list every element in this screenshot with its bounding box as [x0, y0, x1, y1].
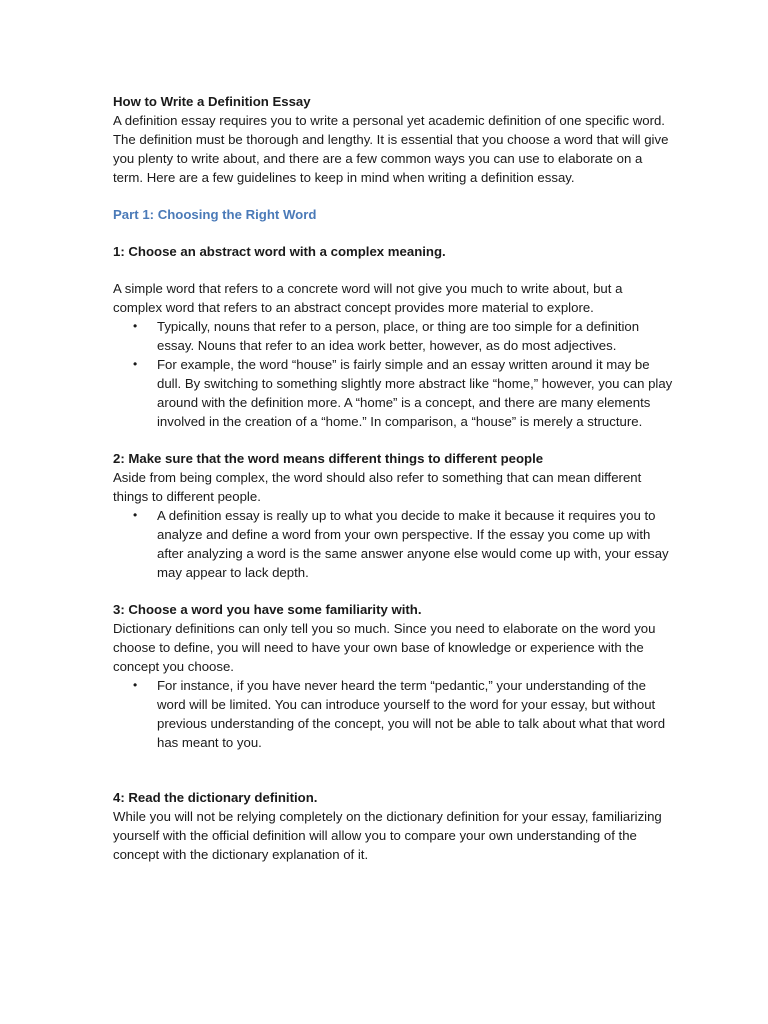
section-heading: 4: Read the dictionary definition. — [113, 790, 318, 805]
document-page — [113, 92, 673, 864]
bullet-icon: • — [133, 508, 138, 522]
part-heading: Part 1: Choosing the Right Word — [113, 207, 317, 222]
spacer — [113, 261, 673, 279]
section-2 — [113, 449, 673, 582]
document-title: How to Write a Definition Essay — [113, 94, 311, 109]
section-1 — [113, 242, 673, 431]
section-body: While you will not be relying completely on the dictionary definition for your essay, familiarizing yourself with the official definition will allow you to compare your own understanding of the concept with the dictionary explanation of it. — [113, 809, 662, 862]
list-item — [113, 506, 673, 582]
bullet-icon: • — [133, 678, 138, 692]
spacer — [113, 582, 673, 600]
spacer — [113, 752, 673, 788]
section-3 — [113, 600, 673, 752]
section-heading: 3: Choose a word you have some familiarity with. — [113, 602, 422, 617]
intro-paragraph: A definition essay requires you to write a personal yet academic definition of one specific word. The definition must be thorough and lengthy. It is essential that you choose a word that will give you plenty to write about, and there are a few common ways you can use to elaborate on a term. Here are a few guidelines to keep in mind when writing a definition essay. — [113, 113, 669, 185]
bullet-list — [113, 676, 673, 752]
section-4 — [113, 788, 673, 864]
bullet-icon: • — [133, 319, 138, 333]
bullet-list — [113, 317, 673, 431]
section-body: Aside from being complex, the word should also refer to something that can mean different things to different people. — [113, 470, 642, 504]
bullet-text: For instance, if you have never heard the term “pedantic,” your understanding of the word will be limited. You can introduce yourself to the word for your essay, but without previous understanding of the concept, you will not be able to talk about what that word has meant to you. — [157, 678, 666, 750]
bullet-list — [113, 506, 673, 582]
spacer — [113, 431, 673, 449]
section-body: Dictionary definitions can only tell you so much. Since you need to elaborate on the word you choose to define, you will need to have your own base of knowledge or experience with the concept you choose. — [113, 621, 656, 674]
section-heading: 1: Choose an abstract word with a complex meaning. — [113, 244, 446, 259]
section-heading: 2: Make sure that the word means different things to different people — [113, 451, 544, 466]
list-item — [113, 676, 673, 752]
bullet-text: A definition essay is really up to what you decide to make it because it requires you to analyze and define a word from your own perspective. If the essay you come up with after analyzing a word is the same answer anyone else would come up with, your essay may appear to lack depth. — [157, 508, 669, 580]
bullet-text: Typically, nouns that refer to a person, place, or thing are too simple for a definition essay. Nouns that refer to an idea work better, however, as do most adjectives. — [157, 319, 640, 353]
list-item — [113, 317, 673, 355]
list-item — [113, 355, 673, 431]
bullet-text: For example, the word “house” is fairly simple and an essay written around it may be dull. By switching to something slightly more abstract like “home,” however, you can play around with the definition more. A “home” is a concept, and there are many elements involved in the creation of a “home.” In comparison, a “house” is merely a structure. — [157, 357, 673, 429]
bullet-icon: • — [133, 357, 138, 371]
section-body: A simple word that refers to a concrete word will not give you much to write about, but a complex word that refers to an abstract concept provides more material to explore. — [113, 281, 623, 315]
